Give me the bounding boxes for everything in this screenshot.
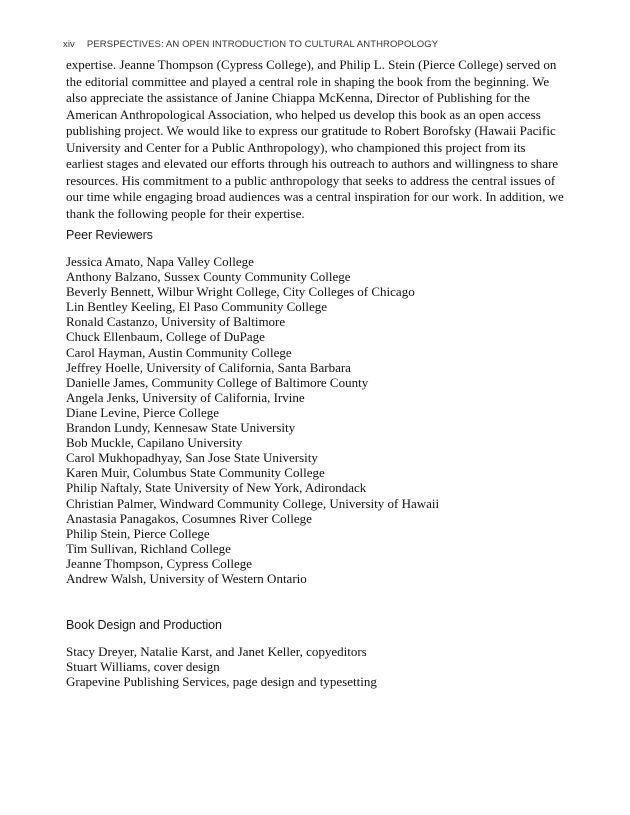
list-item: Carol Hayman, Austin Community College [66, 344, 292, 360]
running-title: PERSPECTIVES: AN OPEN INTRODUCTION TO CULTURAL ANTHROPOLOGY [86, 39, 439, 50]
list-item: Anastasia Panagakos, Cosumnes River College [66, 510, 312, 526]
list-item: Philip Stein, Pierce College [66, 525, 210, 541]
book-design-section [66, 618, 566, 689]
peer-reviewers-section [66, 228, 566, 586]
list-item: Jeanne Thompson, Cypress College [66, 555, 253, 571]
list-item: Stacy Dreyer, Natalie Karst, and Janet Keller, copyeditors [66, 644, 367, 659]
list-item: Bob Muckle, Capilano University [66, 435, 243, 451]
list-item: Chuck Ellenbaum, College of DuPage [66, 329, 265, 345]
book-design-list [66, 644, 566, 689]
list-item: Tim Sullivan, Richland College [66, 540, 231, 556]
list-item: Brandon Lundy, Kennesaw State University [66, 420, 296, 436]
book-design-heading: Book Design and Production [66, 618, 222, 632]
list-item: Diane Levine, Pierce College [66, 404, 220, 420]
list-item: Philip Naftaly, State University of New York, Adirondack [66, 480, 367, 496]
list-item: Danielle James, Community College of Baltimore County [66, 374, 369, 390]
list-item: Jessica Amato, Napa Valley College [66, 254, 254, 269]
list-item: Andrew Walsh, University of Western Ontario [66, 570, 307, 586]
running-header [63, 39, 438, 50]
list-item: Grapevine Publishing Services, page design and typesetting [66, 674, 377, 690]
peer-reviewers-heading: Peer Reviewers [66, 228, 153, 242]
list-item: Beverly Bennett, Wilbur Wright College, City Colleges of Chicago [66, 284, 415, 300]
list-item: Angela Jenks, University of California, Irvine [66, 389, 305, 405]
body-text [66, 57, 566, 222]
page-number: xiv [63, 39, 75, 50]
list-item: Carol Mukhopadhyay, San Jose State University [66, 450, 318, 466]
list-item: Anthony Balzano, Sussex County Community College [66, 269, 351, 285]
list-item: Lin Bentley Keeling, El Paso Community College [66, 299, 328, 315]
list-item: Karen Muir, Columbus State Community College [66, 465, 325, 481]
peer-reviewers-list [66, 254, 566, 586]
list-item: Christian Palmer, Windward Community College, University of Hawaii [66, 495, 440, 511]
list-item: Jeffrey Hoelle, University of California, Santa Barbara [66, 359, 351, 375]
acknowledgment-paragraph: expertise. Jeanne Thompson (Cypress College), and Philip L. Stein (Pierce College) served on the editorial committee and played a central role in shaping the book from the beginning. We also appreciate the assistance of Janine Chiappa McKenna, Director of Publishing for the American Anthropological Association, who helped us develop this book as an open access publishing project. We would like to express our gratitude to Robert Borofsky (Hawaii Pacific University and Center for a Public Anthropology), who championed this project from its earliest stages and elevated our efforts through his outreach to authors and willingness to share resources. His commitment to a public anthropology that seeks to address the central issues of our time while engaging broad audiences was a central inspiration for our work. In addition, we thank the following people for their expertise. [66, 57, 564, 221]
list-item: Stuart Williams, cover design [66, 659, 220, 675]
list-item: Ronald Castanzo, University of Baltimore [66, 314, 286, 330]
